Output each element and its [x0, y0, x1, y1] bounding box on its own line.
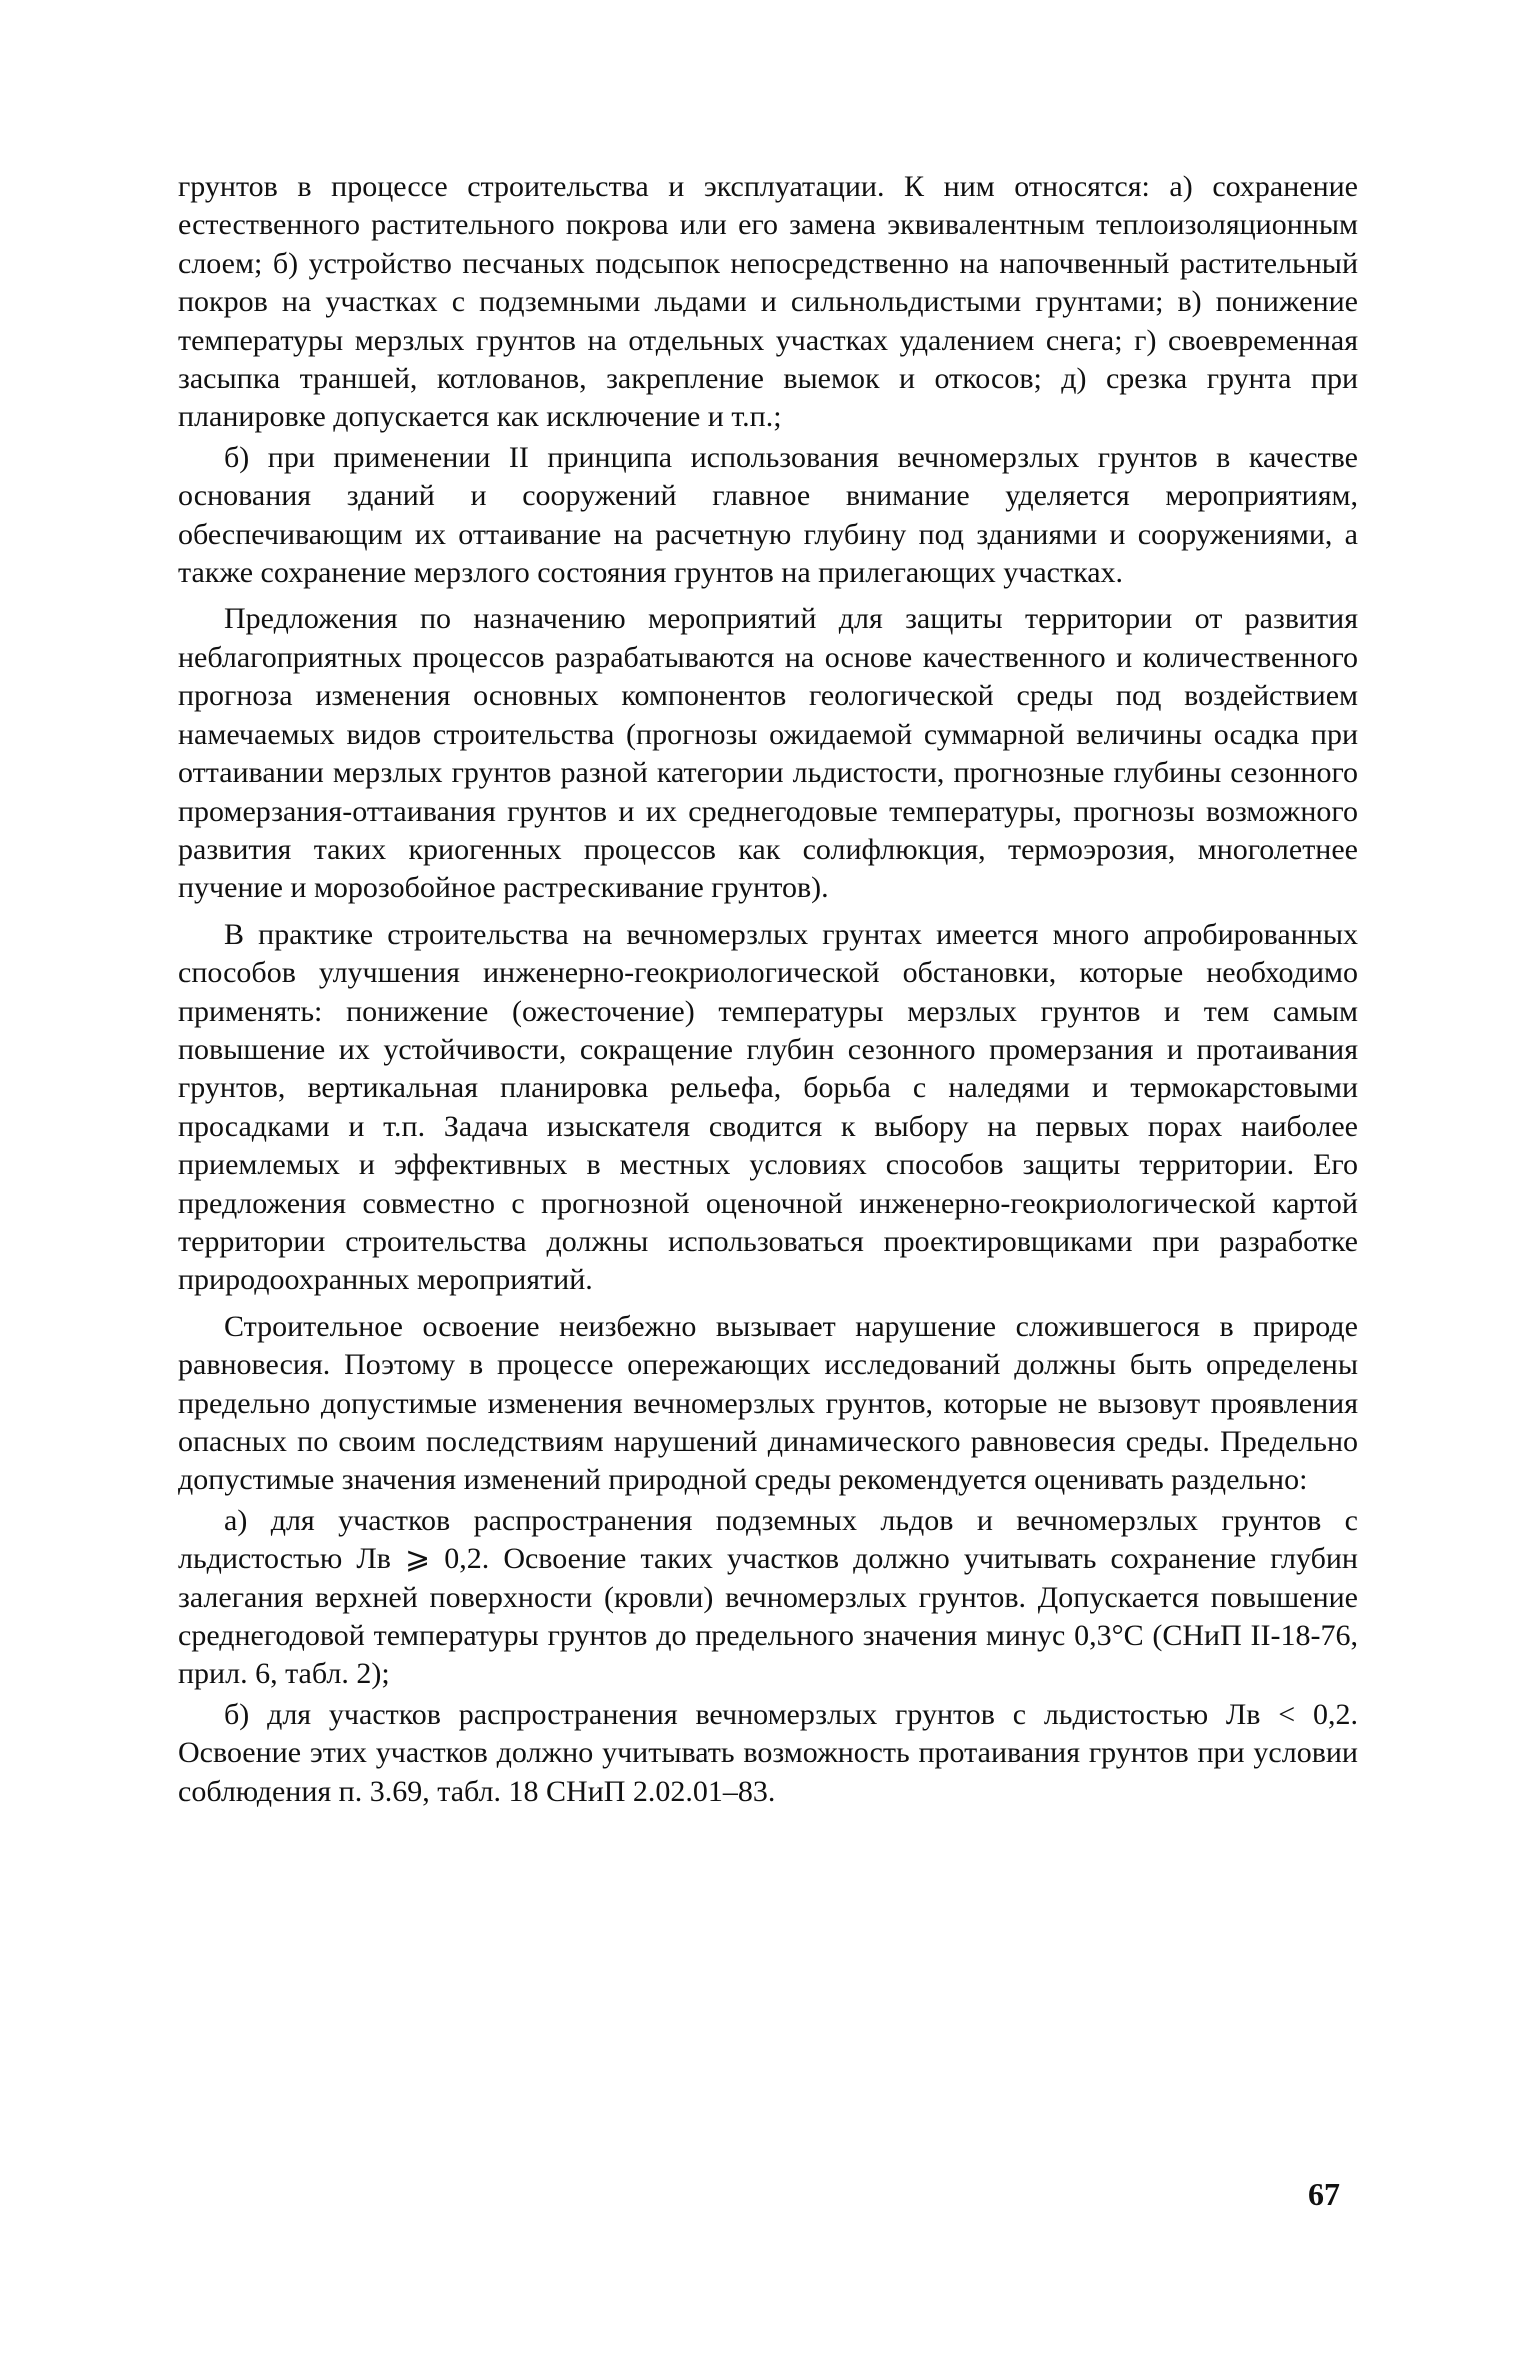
- paragraph-2: б) при применении II принципа использования вечномерзлых грунтов в качестве основания зданий и сооружений главное внимание уделяется мероприятиям, обеспечивающим их оттаивание на расчетную глубину под зданиями и сооружениями, а также сохранение мерзлого состояния грунтов на прилегающих участках.: [178, 440, 1358, 590]
- paragraph-1: грунтов в процессе строительства и эксплуатации. К ним относятся: а) сохранение естественного растительного покрова или его замена эквивалентным теплоизоляционным слоем; б) устройство песчаных подсыпок непосредственно на напочвенный растительный покров на участках с подземными льдами и сильнольдистыми грунтами; в) понижение температуры мерзлых грунтов на отдельных участках удалением снега; г) своевременная засыпка траншей, котлованов, закрепление выемок и откосов; д) срезка грунта при планировке допускается как исключение и т.п.;: [178, 170, 1358, 434]
- paragraph-7: б) для участков распространения вечномерзлых грунтов с льдистостью Лв < 0,2. Освоение этих участков должно учитывать возможность протаивания грунтов при условии соблюдения п. 3.69, табл. 18 СНиП 2.02.01–83.: [178, 1697, 1358, 1808]
- paragraph-5: Строительное освоение неизбежно вызывает нарушение сложившегося в природе равновесия. Поэтому в процессе опережающих исследований должны быть определены предельно допустимые изменения вечномерзлых грунтов, которые не вызовут проявления опасных по своим последствиям нарушений динамического равновесия среды. Предельно допустимые значения изменений природной среды рекомендуется оценивать раздельно:: [178, 1309, 1358, 1497]
- paragraph-4: В практике строительства на вечномерзлых грунтах имеется много апробированных способов улучшения инженерно-геокриологической обстановки, которые необходимо применять: понижение (ожесточение) температуры мерзлых грунтов и тем самым повышение их устойчивости, сокращение глубин сезонного промерзания и протаивания грунтов, вертикальная планировка рельефа, борьба с наледями и термокарстовыми просадками и т.п. Задача изыскателя сводится к выбору на первых порах наиболее приемлемых и эффективных в местных условиях способов защиты территории. Его предложения совместно с прогнозной оценочной инженерно-геокриологической картой территории строительства должны использоваться проектировщиками при разработке природоохранных мероприятий.: [178, 917, 1358, 1297]
- paragraph-3: Предложения по назначению мероприятий для защиты территории от развития неблагоприятных процессов разрабатываются на основе качественного и количественного прогноза изменения основных компонентов геологической среды под воздействием намечаемых видов строительства (прогнозы ожидаемой суммарной величины осадка при оттаивании мерзлых грунтов разной категории льдистости, прогнозные глубины сезонного промерзания-оттаивания грунтов и их среднегодовые температуры, прогнозы возможного развития таких криогенных процессов как солифлюкция, термоэрозия, многолетнее пучение и морозобойное растрескивание грунтов).: [178, 602, 1358, 905]
- page-text: [178, 168, 1358, 1811]
- paragraph-6: а) для участков распространения подземных льдов и вечномерзлых грунтов с льдистостью Лв ⩾ 0,2. Освоение таких участков должно учитывать сохранение глубин залегания верхней поверхности (кровли) вечномерзлых грунтов. Допускается повышение среднегодовой температуры грунтов до предельного значения минус 0,3°С (СНиП II-18-76, прил. 6, табл. 2);: [178, 1503, 1358, 1691]
- page-number: 67: [1308, 2176, 1340, 2212]
